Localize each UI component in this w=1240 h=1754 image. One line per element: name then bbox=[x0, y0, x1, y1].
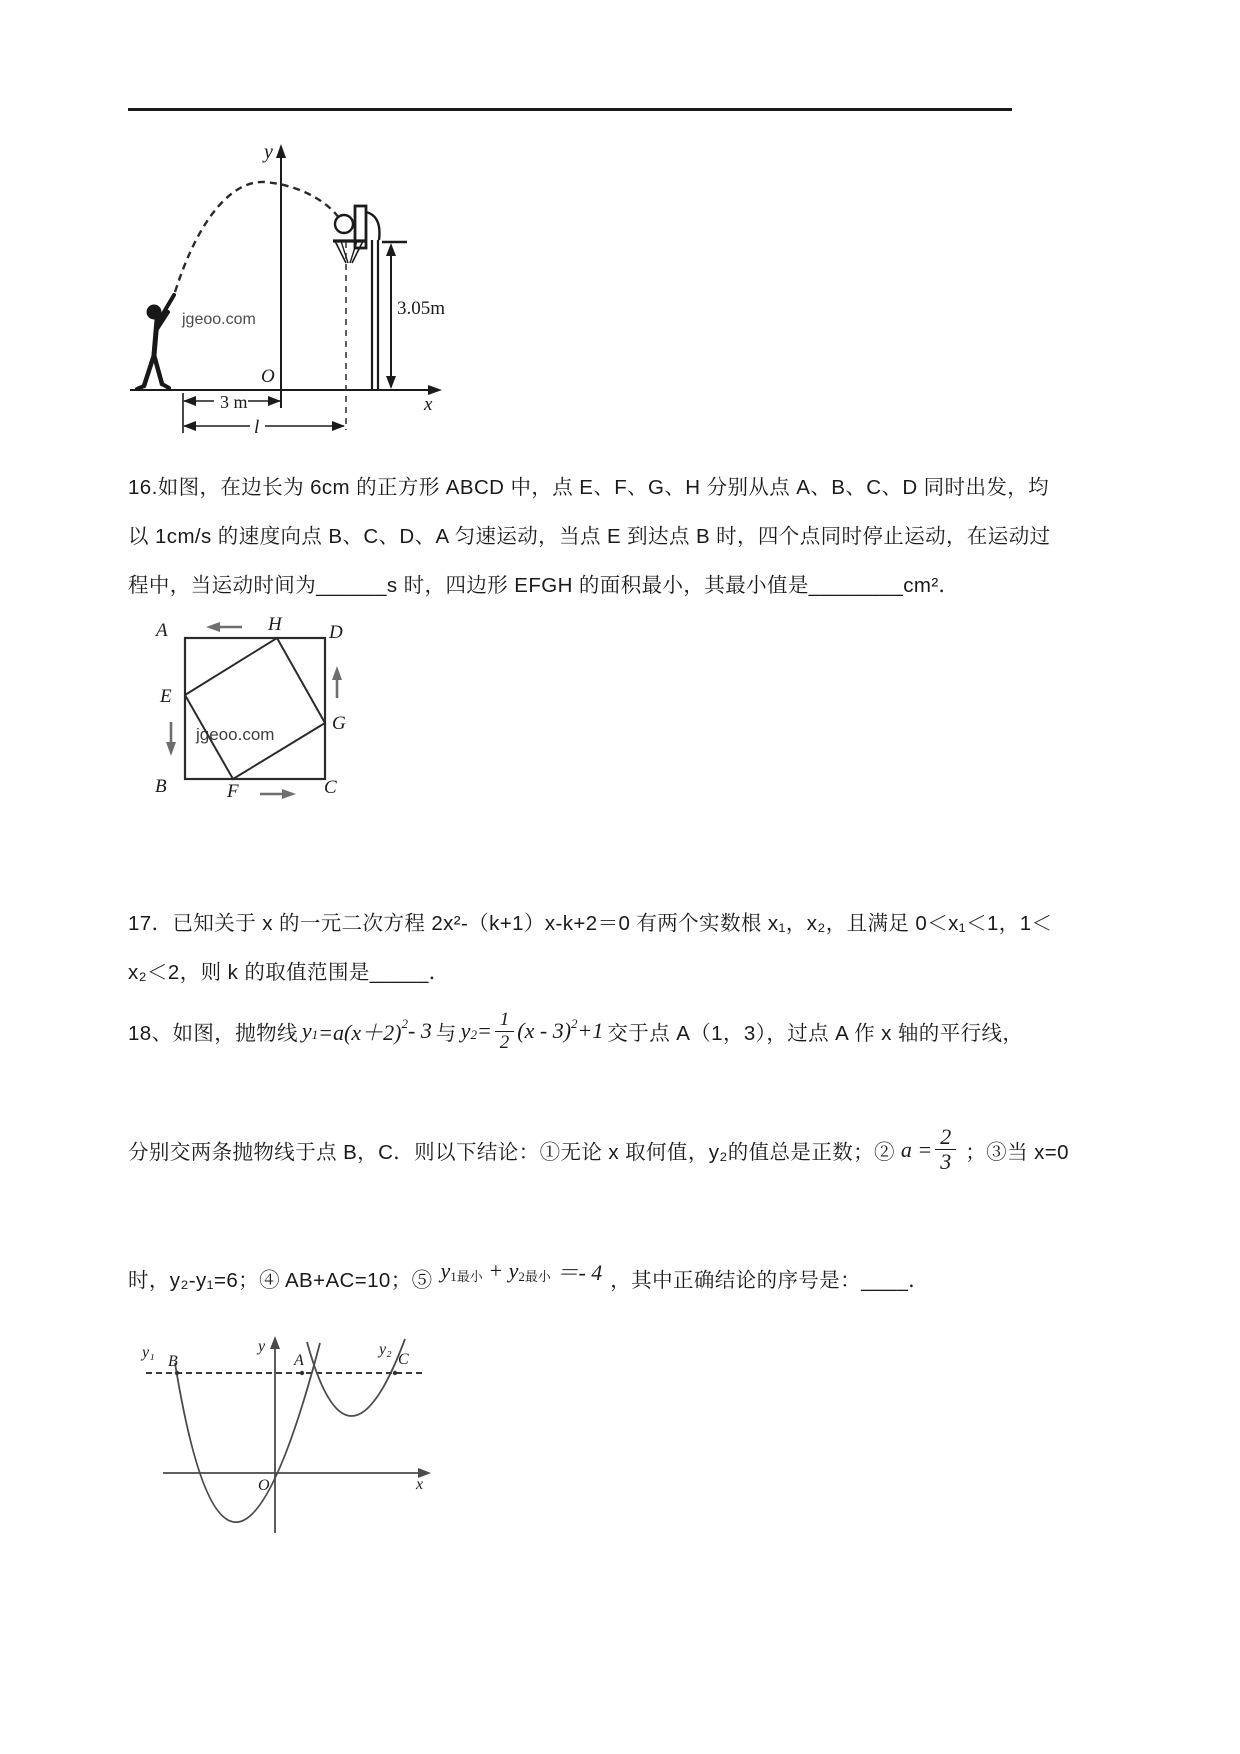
problem-18-line-3 bbox=[128, 1256, 929, 1300]
label-y2: y₂ bbox=[379, 1341, 392, 1358]
watermark-text: jgeoo.com bbox=[182, 311, 256, 328]
formula-a-equals-two-thirds: a = $\frac{2}{3}$ bbox=[901, 1126, 959, 1174]
trajectory-path bbox=[175, 182, 339, 292]
problem-17-line-2: x₂＜2，则 k 的取值范围是_____． bbox=[128, 961, 450, 984]
inner-square-efgh bbox=[185, 638, 325, 779]
problem-16-line-1: 16.如图，在边长为 6cm 的正方形 ABCD 中，点 E、F、G、H 分别从点 A、B、C、D 同时出发，均 bbox=[128, 476, 1050, 499]
distance-dimension-label: 3 m bbox=[220, 392, 248, 412]
x-axis bbox=[130, 385, 442, 395]
point-a-dot bbox=[300, 1371, 304, 1375]
basketball-hoop bbox=[333, 206, 379, 390]
shooter-figure bbox=[137, 295, 174, 389]
label-y: y bbox=[258, 1338, 266, 1355]
height-dimension-label: 3.05m bbox=[397, 298, 446, 319]
p18-after-text: 交于点 A（1，3），过点 A 作 x 轴的平行线， bbox=[607, 1022, 1024, 1045]
y-axis bbox=[270, 1336, 280, 1533]
label-d: D bbox=[329, 622, 343, 643]
outer-square-abcd bbox=[185, 638, 325, 779]
p18-line2-text: 分别交两条抛物线于点 B，C．则以下结论：①无论 x 取何值，y₂的值总是正数；② bbox=[128, 1140, 895, 1164]
p18-intro-text: 18、如图，抛物线 bbox=[128, 1022, 298, 1045]
y-axis-label: y bbox=[264, 142, 273, 163]
label-c: C bbox=[324, 777, 337, 798]
header-divider-line bbox=[128, 108, 1012, 111]
x-axis-label: x bbox=[424, 394, 433, 415]
point-c-dot bbox=[393, 1371, 397, 1375]
length-dimension-label: l bbox=[254, 417, 260, 438]
basketball-trajectory-figure bbox=[128, 142, 458, 447]
square-efgh-figure bbox=[138, 608, 373, 813]
watermark-text: jgeoo.com bbox=[196, 725, 275, 744]
label-a: A bbox=[156, 620, 168, 641]
problem-18-line-2 bbox=[128, 1112, 1069, 1187]
label-e: E bbox=[160, 686, 172, 707]
formula-y1: y 1 =a(x＋2) $^2$ - 3 bbox=[301, 1016, 432, 1045]
hoop-support bbox=[366, 212, 379, 240]
label-x: x bbox=[416, 1476, 424, 1493]
p18-line3-text: 时，y₂-y₁=6；④ AB+AC=10；⑤ bbox=[128, 1269, 433, 1292]
p18-conjunction-text: 与 bbox=[435, 1022, 457, 1045]
problem-18-line-1 bbox=[128, 1000, 1023, 1062]
p18-line2-post-text: ；③当 x=0 bbox=[965, 1140, 1069, 1164]
formula-y2: y 2 = $\frac{1}{2}$ (x - 3) $^2$ +1 bbox=[460, 1009, 604, 1053]
label-y1: y₁ bbox=[142, 1344, 155, 1361]
problem-16-line-3: 程中，当运动时间为______s 时，四边形 EFGH 的面积最小，其最小值是________cm²． bbox=[128, 574, 960, 597]
label-a: A bbox=[294, 1352, 304, 1369]
parabola-y1-curve bbox=[175, 1343, 320, 1522]
problem-16-line-2: 以 1cm/s 的速度向点 B、C、D、A 匀速运动，当点 E 到达点 B 时，四个点同时停止运动，在运动过 bbox=[128, 525, 1051, 548]
problem-17-line-1: 17．已知关于 x 的一元二次方程 2x²-（k+1）x-k+2＝0 有两个实数根 x₁，x₂，且满足 0＜x₁＜1，1＜ bbox=[128, 912, 1053, 935]
y-axis bbox=[276, 144, 286, 408]
formula-y-min-sum: y 1最小 + y 2最小 ＝- 4 bbox=[440, 1258, 603, 1285]
parabolas-figure bbox=[128, 1333, 440, 1538]
length-dimension-l bbox=[183, 421, 345, 431]
label-f: F bbox=[227, 781, 239, 802]
label-h: H bbox=[268, 614, 282, 635]
label-b: B bbox=[168, 1353, 178, 1370]
x-axis bbox=[163, 1468, 431, 1478]
point-b-dot bbox=[175, 1371, 179, 1375]
label-b: B bbox=[155, 776, 167, 797]
basketball-icon bbox=[335, 215, 353, 233]
label-o: O bbox=[258, 1477, 270, 1494]
origin-label: O bbox=[261, 366, 275, 387]
p18-line3-post-text: ，其中正确结论的序号是：____． bbox=[610, 1269, 930, 1292]
label-g: G bbox=[332, 713, 346, 734]
motion-arrows bbox=[166, 622, 342, 799]
label-c: C bbox=[398, 1351, 409, 1368]
